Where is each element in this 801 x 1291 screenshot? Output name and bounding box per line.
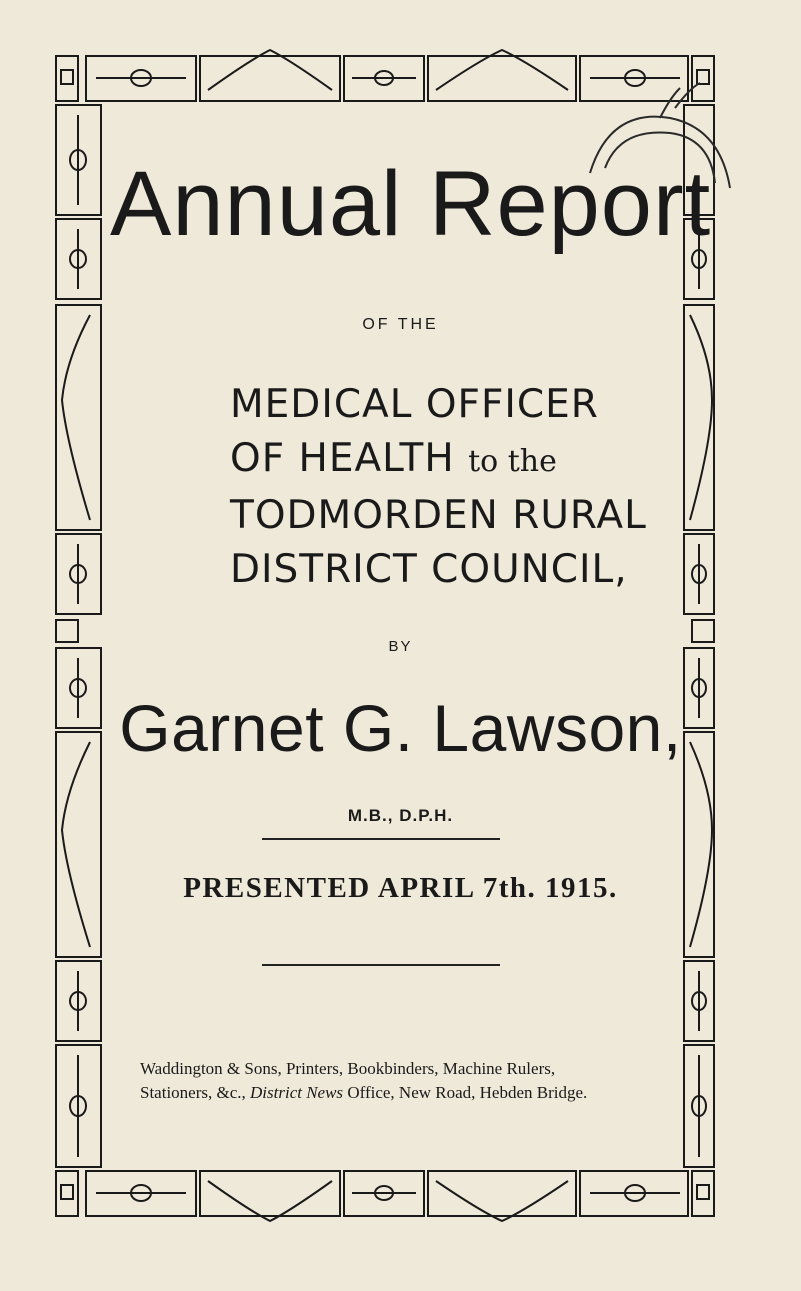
officer-line-2-small: to the [468,444,557,479]
author-name: Garnet G. Lawson, [119,691,682,765]
presented-date: PRESENTED APRIL 7th. 1915. [183,872,618,904]
report-title: Annual Report [110,153,712,255]
printer-line-2-pre: Stationers, &c., [140,1083,251,1102]
printer-imprint [140,1057,680,1105]
printer-line-2-post: Office, New Road, Hebden Bridge. [343,1083,588,1102]
of-the-label: OF THE [362,316,439,333]
officer-line-2 [230,432,710,489]
by-label: BY [388,638,413,655]
divider-rule-top [262,838,500,840]
officer-title-block [230,378,710,597]
officer-line-2-main: OF HEALTH [230,436,455,481]
officer-line-4: DISTRICT COUNCIL, [230,547,628,592]
printer-line-2 [140,1081,680,1105]
printer-line-2-italic: District News [250,1083,344,1102]
author-degrees: M.B., D.P.H. [347,806,454,825]
divider-rule-bottom [262,964,500,966]
officer-line-1: MEDICAL OFFICER [230,382,599,427]
officer-line-3: TODMORDEN RURAL [230,493,647,538]
printer-line-1: Waddington & Sons, Printers, Bookbinders, Machine Rulers, [140,1059,556,1078]
